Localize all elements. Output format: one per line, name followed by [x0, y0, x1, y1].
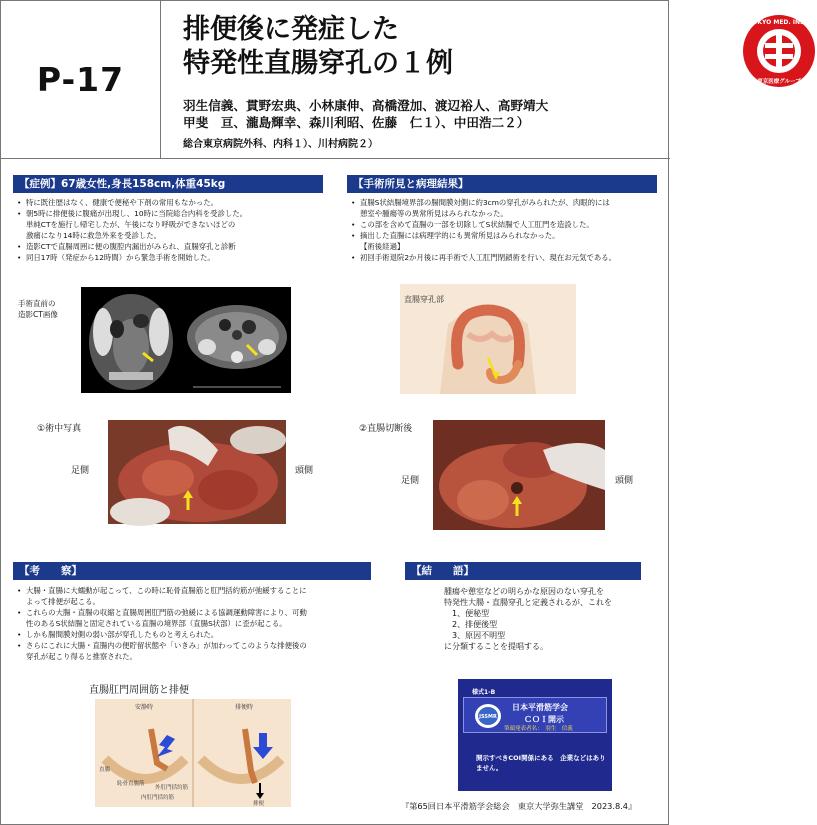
findings-text: この部を含めて直腸の一部を切除してS状結腸で人工肛門を造設した。	[360, 220, 594, 229]
case-line: 激痛になり14時に救急外来を受診した。	[26, 231, 162, 240]
poster-title	[183, 13, 453, 81]
findings-line: 憩室や腫瘍等の異常所見はみられなかった。	[360, 209, 508, 218]
conclusion-line: 特発性大腸・直腸穿孔と定義されるが、これを	[444, 598, 612, 607]
case-heading: 【症例】67歳女性,身長158cm,体重45kg	[13, 175, 323, 193]
findings-line: 【術後経過】	[360, 242, 405, 251]
conclusion-heading: 【結 語】	[405, 562, 641, 580]
anorectal-muscle-figure	[95, 699, 291, 807]
figure-title: 直腸肛門周囲筋と排便	[89, 685, 189, 696]
discussion-line: 穿孔が起こり得ると推察された。	[26, 652, 137, 661]
discussion-text: 大腸・直腸に大蠕動が起こって、この時に恥骨直腸筋と肛門括約筋が弛緩することに	[26, 586, 307, 595]
bullet-icon: •	[17, 608, 22, 617]
ct-images	[81, 287, 291, 393]
bullet-icon: •	[351, 231, 356, 240]
discussion-text: さらにこれに大腸・直腸内の便貯留状態や「いきみ」が加わってこのような排便後の	[26, 641, 307, 650]
discussion-heading: 【考 察】	[13, 562, 371, 580]
logo-caption: 東京医療グループ	[757, 79, 801, 85]
bullet-icon: •	[17, 586, 22, 595]
discussion-text: しかも腸間膜対側の弱い部が穿孔したものと考えられた。	[26, 630, 219, 639]
findings-heading: 【手術所見と病理結果】	[347, 175, 657, 193]
coi-title: ＣＯＩ開示	[524, 715, 564, 724]
institution-logo-icon	[741, 13, 817, 89]
case-line	[17, 208, 327, 219]
cut-head-side-label: 頭側	[615, 476, 634, 486]
bullet-icon: •	[17, 209, 22, 218]
case-line: 単純CTを施行し帰宅したが、午後になり呼吸ができないほどの	[26, 220, 236, 229]
conclusion-line: に分類することを提唱する。	[444, 642, 548, 651]
coi-form-label: 様式1-B	[472, 689, 496, 696]
discussion-line	[17, 607, 377, 618]
ct-caption-1: 手術直前の	[18, 299, 56, 308]
ct-coronal-image	[89, 294, 173, 390]
cut-foot-side-label: 足側	[401, 476, 420, 486]
case-text: 朝5時に排便後に腹痛が出現し、10時に当院総合内科を受診した。	[26, 209, 248, 218]
title-line-1: 排便後に発症した	[183, 14, 399, 45]
bullet-icon: •	[351, 253, 356, 262]
op-foot-side-label: 足側	[71, 466, 90, 476]
operation-photo	[108, 420, 286, 524]
conclusion-line: 1、便秘型	[444, 609, 490, 618]
findings-line	[351, 197, 663, 208]
findings-line	[351, 252, 663, 263]
puborectalis-label: 恥骨直腸筋	[117, 781, 145, 787]
bullet-icon: •	[17, 253, 22, 262]
op-photo-label: ①術中写真	[37, 424, 82, 434]
case-line	[17, 197, 327, 208]
discussion-text	[17, 585, 377, 662]
authors-line-1: 羽生信義、貫野宏典、小林康伸、高橋澄加、渡辺裕人、高野靖大	[183, 98, 549, 113]
poster-id: P-17	[1, 1, 161, 159]
bullet-icon: •	[351, 220, 356, 229]
bullet-icon: •	[17, 641, 22, 650]
discussion-text: これらの大腸・直腸の収縮と直腸周囲肛門筋の弛緩による協調運動障害により、可動	[26, 608, 307, 617]
discussion-line: 性のあるS状結腸と固定されている直腸の境界部（直腸S状部）に歪が起こる。	[26, 619, 287, 628]
findings-text: 直腸S状結腸境界部の腸間膜対側に約3cmの穿孔がみられたが、肉眼的には	[360, 198, 610, 207]
findings-text	[351, 197, 663, 263]
discussion-line	[17, 629, 377, 640]
case-text: 特に既往歴はなく、健康で便秘や下剤の常用もなかった。	[26, 198, 219, 207]
conclusion-text	[435, 586, 612, 652]
logo-text: TOKYO MED. INST.	[748, 19, 810, 26]
conclusion-line: 3、原因不明型	[444, 631, 506, 640]
bullet-icon: •	[17, 198, 22, 207]
header	[161, 1, 810, 159]
rectum-label: 直腸	[99, 767, 111, 773]
op-head-side-label: 頭側	[295, 466, 314, 476]
case-text: 造影CTで直腸周囲に便の腹腔内漏出がみられ、直腸穿孔と診断	[26, 242, 236, 251]
authors	[183, 97, 548, 131]
findings-line	[351, 230, 663, 241]
coi-panel	[458, 679, 612, 791]
discussion-line: よって排便が起こる。	[26, 597, 100, 606]
badge-text: JSSMR	[479, 714, 497, 720]
case-line	[17, 252, 327, 263]
coi-message: 開示すべきCOI関係にある 企業などはありません。	[476, 754, 606, 772]
coi-org: 日本平滑筋学会	[512, 703, 568, 712]
affiliation: 総合東京病院外科、内科１）、川村病院２）	[183, 139, 378, 150]
bullet-icon: •	[17, 630, 22, 639]
bullet-icon: •	[351, 198, 356, 207]
cut-photo-label: ②直腸切断後	[359, 424, 413, 434]
authors-line-2: 甲斐 亘、瀧島輝幸、森川利昭、佐藤 仁１）、中田浩二２）	[183, 115, 530, 130]
findings-line	[351, 219, 663, 230]
case-text	[17, 197, 327, 263]
discussion-line	[17, 585, 377, 596]
conference-footer: 『第65回日本平滑筋学会総会 東京大学弥生講堂 2023.8.4』	[401, 801, 637, 811]
jssmr-badge-icon	[474, 703, 502, 729]
colon-diagram	[400, 284, 576, 394]
discussion-line	[17, 640, 377, 651]
findings-text: 初回手術退院2か月後に再手術で人工肛門閉鎖術を行い、現在お元気である。	[360, 253, 616, 262]
title-line-2: 特発性直腸穿孔の１例	[183, 48, 453, 79]
coi-title-box	[463, 697, 607, 733]
perforation-site-label: 直腸穿孔部	[404, 295, 444, 304]
external-sphincter-label: 外肛門括約筋	[155, 785, 189, 791]
internal-sphincter-label: 内肛門括約筋	[141, 795, 175, 801]
conclusion-line: 2、排便後型	[444, 620, 498, 629]
coi-presenter: 筆頭発表者名： 羽生 信義	[504, 726, 573, 732]
bullet-icon: •	[17, 242, 22, 251]
rectum-cut-photo	[433, 420, 605, 530]
rest-label: 安静時	[135, 704, 154, 711]
ct-caption-2: 造影CT画像	[18, 310, 58, 319]
case-line	[17, 241, 327, 252]
findings-text: 摘出した直腸には病理学的にも異常所見はみられなかった。	[360, 231, 560, 240]
case-text: 同日17時（発症から12時間）から緊急手術を開始した。	[26, 253, 215, 262]
stool-label: 排便	[253, 801, 265, 807]
defecation-label: 排便時	[235, 704, 254, 711]
conclusion-line: 腫瘍や憩室などの明らかな原因のない穿孔を	[444, 587, 604, 596]
